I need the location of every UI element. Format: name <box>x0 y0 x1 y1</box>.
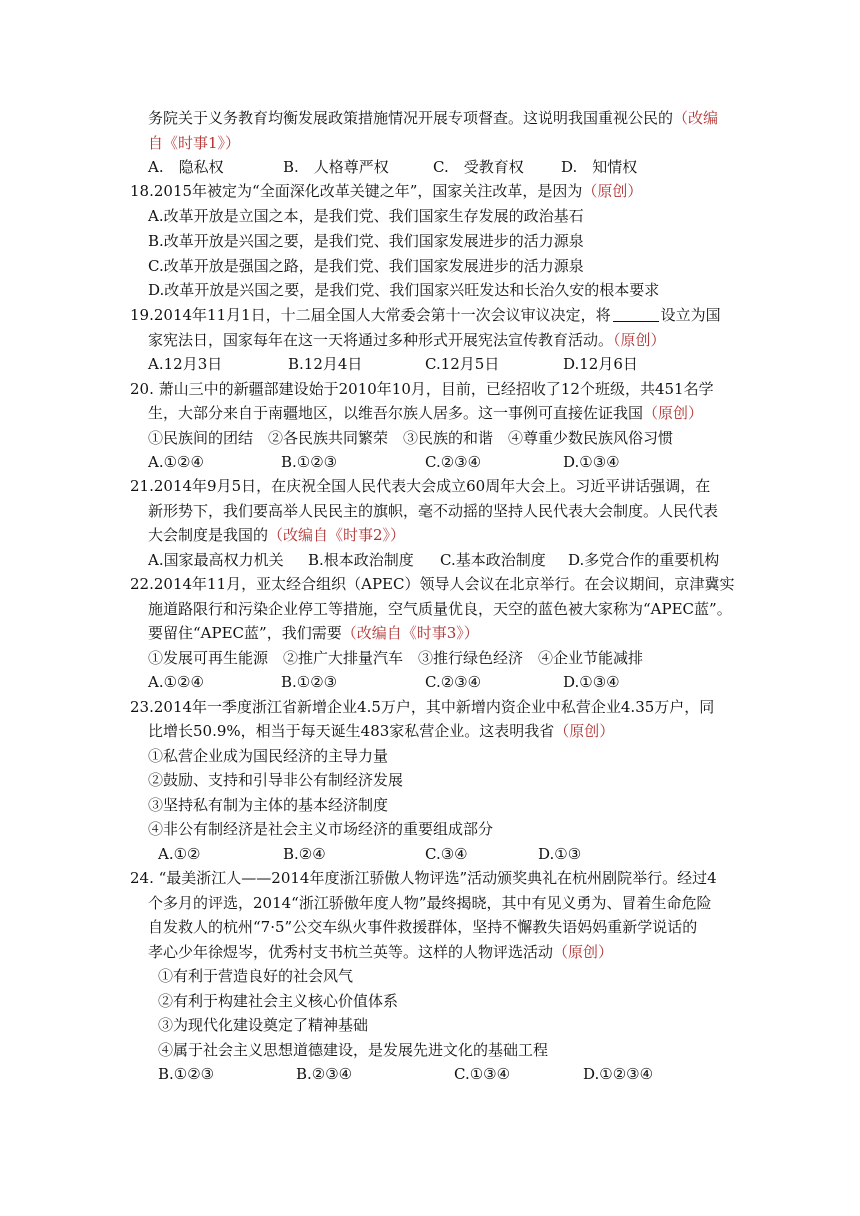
q18-stem <box>130 181 642 201</box>
q22-option-b: B.①②③ <box>281 673 338 691</box>
q20-option-b: B.①②③ <box>281 453 338 471</box>
q18-stem-text: 18.2015年被定为“全面深化改革关键之年”，国家关注改革，是因为 <box>130 182 583 200</box>
q20-stem-text: 生，大部分来自于南疆地区，以维吾尔族人居多。这一事例可直接佐证我国 <box>148 404 644 422</box>
q22-option-c: C.②③④ <box>425 673 482 691</box>
q19-option-d: D.12月6日 <box>563 355 638 373</box>
q23-option-d: D.①③ <box>538 845 582 863</box>
q20-source: （原创） <box>643 404 704 422</box>
q19-stem-line1 <box>130 305 721 325</box>
q23-stem-line1: 23.2014年一季度浙江省新增企业4.5万户，其中新增内资企业中私营企业4.35万户，同 <box>130 698 715 716</box>
q17-option-a: A. 隐私权 <box>148 158 224 176</box>
q17-option-d: D. 知情权 <box>561 158 638 176</box>
q17-stem-line1 <box>148 108 718 128</box>
q19-stem-text-c: 家宪法日，国家每年在这一天将通过多种形式开展宪法宣传教育活动。 <box>148 331 614 349</box>
q20-stem-line1: 20. 萧山三中的新疆部建设始于2010年10月，目前，已经招收了12个班级，共451名学 <box>130 380 714 398</box>
q24-stem-line3: 自发救人的杭州“7·5”公交车纵火事件救援群体，坚持不懈教失语妈妈重新学说话的 <box>148 918 698 936</box>
q23-statement-3: ③坚持私有制为主体的基本经济制度 <box>148 796 389 814</box>
q23-stem-text: 比增长50.9%，相当于每天诞生483家私营企业。这表明我省 <box>148 722 555 740</box>
q21-stem-line2: 新形势下，我们要高举人民民主的旗帜，毫不动摇的坚持人民代表大会制度。人民代表 <box>148 502 719 520</box>
q24-statement-2: ②有利于构建社会主义核心价值体系 <box>158 992 399 1010</box>
q22-stem-line2: 施道路限行和污染企业停工等措施，空气质量优良，天空的蓝色被大家称为“APEC蓝”。 <box>148 600 732 618</box>
q23-statement-1: ①私营企业成为国民经济的主导力量 <box>148 747 389 765</box>
q24-stem-line2: 个多月的评选，2014“浙江骄傲年度人物”最终揭晓，其中有见义勇为、冒着生命危险 <box>148 894 712 912</box>
q24-stem-text: 孝心少年徐煜岑，优秀村支书杭兰英等。这样的人物评选活动 <box>148 943 554 961</box>
q24-option-b: B.②③④ <box>296 1065 353 1083</box>
q22-stem-text: 要留住“APEC蓝”，我们需要 <box>148 624 342 642</box>
q19-stem-line2 <box>148 330 666 350</box>
q17-option-c: C. 受教育权 <box>433 158 524 176</box>
q22-source: （改编自《时事3》） <box>341 624 479 642</box>
q23-statement-4: ④非公有制经济是社会主义市场经济的重要组成部分 <box>148 820 494 838</box>
q19-stem-text-b: 设立为国 <box>660 306 721 324</box>
q24-stem-line4 <box>148 942 613 962</box>
q21-option-d: D.多党合作的重要机构 <box>568 551 720 569</box>
q23-source: （原创） <box>554 722 615 740</box>
q20-option-a: A.①②④ <box>148 453 204 471</box>
q24-option-a: B.①②③ <box>158 1065 215 1083</box>
q21-option-c: C.基本政治制度 <box>440 551 546 569</box>
q21-option-b: B.根本政治制度 <box>308 551 414 569</box>
q21-stem-line1: 21.2014年9月5日，在庆祝全国人民代表大会成立60周年大会上。习近平讲话强调，在 <box>130 477 711 495</box>
q23-stem-line2 <box>148 721 614 741</box>
q18-option-d: D.改革开放是兴国之要，是我们党、我们国家兴旺发达和长治久安的根本要求 <box>148 281 660 299</box>
q19-stem-text-a: 19.2014年11月1日，十二届全国人大常委会第十一次会议审议决定，将 <box>130 306 611 324</box>
q22-stem-line1: 22.2014年11月，亚太经合组织（APEC）领导人会议在北京举行。在会议期间，京津冀实 <box>130 575 735 593</box>
q22-statements: ①发展可再生能源 ②推广大排量汽车 ③推行绿色经济 ④企业节能减排 <box>148 649 644 667</box>
q24-option-c: C.①③④ <box>454 1065 511 1083</box>
q17-source-a: （改编 <box>673 109 719 127</box>
q18-option-b: B.改革开放是兴国之要，是我们党、我们国家发展进步的活力源泉 <box>148 232 584 250</box>
q19-option-b: B.12月4日 <box>288 355 363 373</box>
q23-statement-2: ②鼓励、支持和引导非公有制经济发展 <box>148 771 404 789</box>
q22-option-d: D.①③④ <box>563 673 620 691</box>
q24-source: （原创） <box>553 943 614 961</box>
q19-answer-blank <box>613 307 659 322</box>
q17-stem-text: 务院关于义务教育均衡发展政策措施情况开展专项督查。这说明我国重视公民的 <box>148 109 674 127</box>
q22-option-a: A.①②④ <box>148 673 204 691</box>
q17-option-b: B. 人格尊严权 <box>283 158 389 176</box>
q20-option-d: D.①③④ <box>563 453 620 471</box>
q21-stem-text: 大会制度是我国的 <box>148 526 269 544</box>
q20-stem-line2 <box>148 403 703 423</box>
q18-option-a: A.改革开放是立国之本，是我们党、我们国家生存发展的政治基石 <box>148 207 584 225</box>
q23-option-b: B.②④ <box>283 845 326 863</box>
q24-option-d: D.①②③④ <box>583 1065 654 1083</box>
q17-source-b: 自《时事1》） <box>148 134 241 152</box>
q20-statements: ①民族间的团结 ②各民族共同繁荣 ③民族的和谐 ④尊重少数民族风俗习惯 <box>148 429 674 447</box>
q24-stem-line1: 24. “最美浙江人——2014年度浙江骄傲人物评选”活动颁奖典礼在杭州剧院举行。经过4 <box>130 869 717 887</box>
q20-option-c: C.②③④ <box>425 453 482 471</box>
q23-option-c: C.③④ <box>425 845 468 863</box>
q24-statement-1: ①有利于营造良好的社会风气 <box>158 967 354 985</box>
q24-statement-3: ③为现代化建设奠定了精神基础 <box>158 1016 369 1034</box>
q23-option-a: A.①② <box>158 845 201 863</box>
q18-source: （原创） <box>582 182 643 200</box>
q19-source: （原创） <box>613 331 666 349</box>
q24-statement-4: ④属于社会主义思想道德建设，是发展先进文化的基础工程 <box>158 1041 549 1059</box>
q19-option-a: A.12月3日 <box>148 355 223 373</box>
q21-stem-line3 <box>148 525 405 545</box>
q21-source: （改编自《时事2》） <box>268 526 406 544</box>
q18-option-c: C.改革开放是强国之路，是我们党、我们国家发展进步的活力源泉 <box>148 257 584 275</box>
q22-stem-line3 <box>148 623 479 643</box>
q19-option-c: C.12月5日 <box>425 355 500 373</box>
q21-option-a: A.国家最高权力机关 <box>148 551 284 569</box>
